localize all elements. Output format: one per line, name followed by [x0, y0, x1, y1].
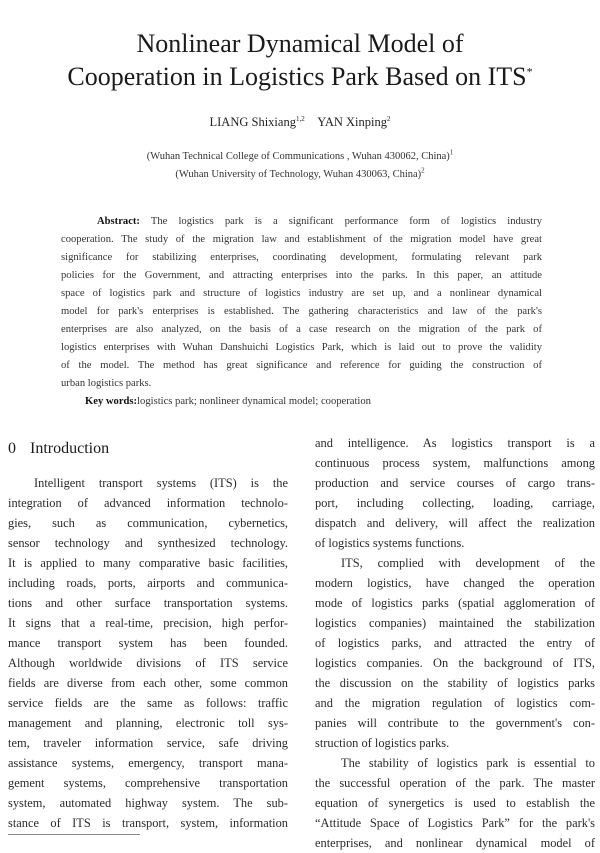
affiliation-text: (Wuhan Technical College of Communications , Wuhan 430062, China) — [146, 151, 450, 162]
author: LIANG Shixiang — [209, 115, 296, 129]
section-number: 0 — [8, 440, 16, 457]
abstract-line: urban logistics parks. — [61, 378, 152, 389]
abstract-line — [61, 213, 542, 231]
footnote-rule — [8, 834, 140, 835]
abstract-line: model for park's enterprises is established. The gathering characteristics and law of the park's — [61, 306, 542, 317]
body-text-line: of logistics systems functions. — [315, 536, 465, 550]
body-text-line: Intelligent transport systems (ITS) is the — [34, 476, 288, 490]
body-text-line: and the migration regulation of logistics com- — [315, 696, 595, 710]
keywords-label: Key words: — [85, 396, 138, 407]
body-text-line: continuous process system, malfunctions among — [315, 456, 595, 470]
abstract-line: policies for the Government, and attracting enterprises into the parks. In this paper, an attitude — [61, 270, 542, 281]
left-column — [8, 473, 288, 833]
body-text-line: gement systems, comprehensive transportation — [8, 776, 288, 790]
body-text-line: enterprises, and nonlinear dynamical model of — [315, 836, 595, 850]
affiliation-text: (Wuhan University of Technology, Wuhan 430063, China) — [175, 169, 422, 180]
body-text-line: logistics companies. On the background of ITS, — [315, 656, 595, 670]
body-text-line: logistics companies) maintained the stabilization — [315, 616, 595, 630]
paper-title-text: Cooperation in Logistics Park Based on ITS — [67, 62, 527, 91]
author-affiliation-mark: 2 — [387, 114, 391, 123]
body-text-line: dispatch and delivery, will affect the realization — [315, 516, 595, 530]
right-column — [315, 433, 595, 853]
body-text-line: The stability of logistics park is essential to — [341, 756, 595, 770]
body-text-line: sensor technology and synthesized technology. — [8, 536, 288, 550]
body-text-line: tem, traveler information service, safe driving — [8, 736, 288, 750]
abstract-line: of the model. The method has great significance and reference for guiding the construction of — [61, 360, 542, 371]
body-text-line: port, including collecting, loading, carriage, — [315, 496, 595, 510]
abstract-line: cooperation. The study of the migration law and establishment of the migration model have great — [61, 234, 542, 245]
body-text-line: modern logistics, have changed the operation — [315, 576, 595, 590]
body-text-line: integration of advanced information technolo- — [8, 496, 288, 510]
body-text-line: panies will contribute to the government's con- — [315, 716, 595, 730]
body-text-line: tions and other surface transportation systems. — [8, 596, 288, 610]
section-title: Introduction — [30, 440, 110, 457]
body-text-line: mance transport system has been founded. — [8, 636, 288, 650]
abstract-text: The logistics park is a significant performance form of logistics industry — [150, 216, 542, 227]
paper-title-line-1: Nonlinear Dynamical Model of — [136, 29, 464, 58]
body-text-line: of logistics parks, and attracted the entry of — [315, 636, 595, 650]
affiliation — [0, 166, 600, 180]
abstract-line: significance for stabilizing enterprises, coordinating development, formulating relevant park — [61, 252, 542, 263]
body-text-line: fields are diverse from each other, some common — [8, 676, 288, 690]
body-text-line: equation of synergetics is used to establish the — [315, 796, 595, 810]
body-text-line: system, automated highway system. The sub- — [8, 796, 288, 810]
author-affiliation-mark: 1,2 — [295, 114, 305, 123]
affiliation — [0, 148, 600, 162]
body-text-line: management and planning, electronic toll sys- — [8, 716, 288, 730]
abstract-line: enterprises are also analyzed, on the basis of a case research on the migration of the park of — [61, 324, 542, 335]
author: YAN Xinping — [317, 115, 387, 129]
body-text-line: mode of logistics parks (spatial agglomeration of — [315, 596, 595, 610]
body-text-line: service fields are the same as follows: traffic — [8, 696, 288, 710]
body-text-line: and intelligence. As logistics transport is a — [315, 436, 595, 450]
body-text-line: production and service courses of cargo trans- — [315, 476, 595, 490]
body-text-line: stance of ITS is transport, system, information — [8, 816, 288, 830]
body-text-line: gies, such as communication, cybernetics, — [8, 516, 288, 530]
keywords-text: logistics park; nonlineer dynamical model; cooperation — [137, 396, 371, 407]
title-footnote-mark: * — [526, 64, 533, 79]
authors — [0, 115, 600, 130]
body-text-line: Although worldwide divisions of ITS service — [8, 656, 288, 670]
body-text-line: assistance systems, emergency, transport mana- — [8, 756, 288, 770]
body-text-line: the discussion on the stability of logistics parks — [315, 676, 595, 690]
keywords — [85, 396, 371, 407]
abstract-line: space of logistics park and structure of logistics industry are set up, and a nonlinear dynamical — [61, 288, 542, 299]
body-text-line: “Attitude Space of Logistics Park” for the park's — [315, 816, 595, 830]
section-heading — [8, 440, 109, 458]
affiliation-mark: 2 — [421, 166, 425, 175]
paper-title-line-2 — [0, 61, 600, 93]
affiliation-mark: 1 — [449, 148, 454, 157]
abstract-line: logistics enterprises with Wuhan Danshuichi Logistics Park, which is laid out to prove the validity — [61, 342, 542, 353]
body-text-line: including roads, ports, airports and communica- — [8, 576, 288, 590]
body-text-line: struction of logistics parks. — [315, 736, 450, 750]
abstract — [61, 213, 542, 393]
abstract-label: Abstract: — [97, 216, 140, 227]
body-text-line: the successful operation of the park. The master — [315, 776, 595, 790]
body-text-line: It is applied to many comparative basic facilities, — [8, 556, 288, 570]
body-text-line: It signs that a real-time, precision, high perfor- — [8, 616, 288, 630]
body-text-line: ITS, complied with development of the — [341, 556, 595, 570]
